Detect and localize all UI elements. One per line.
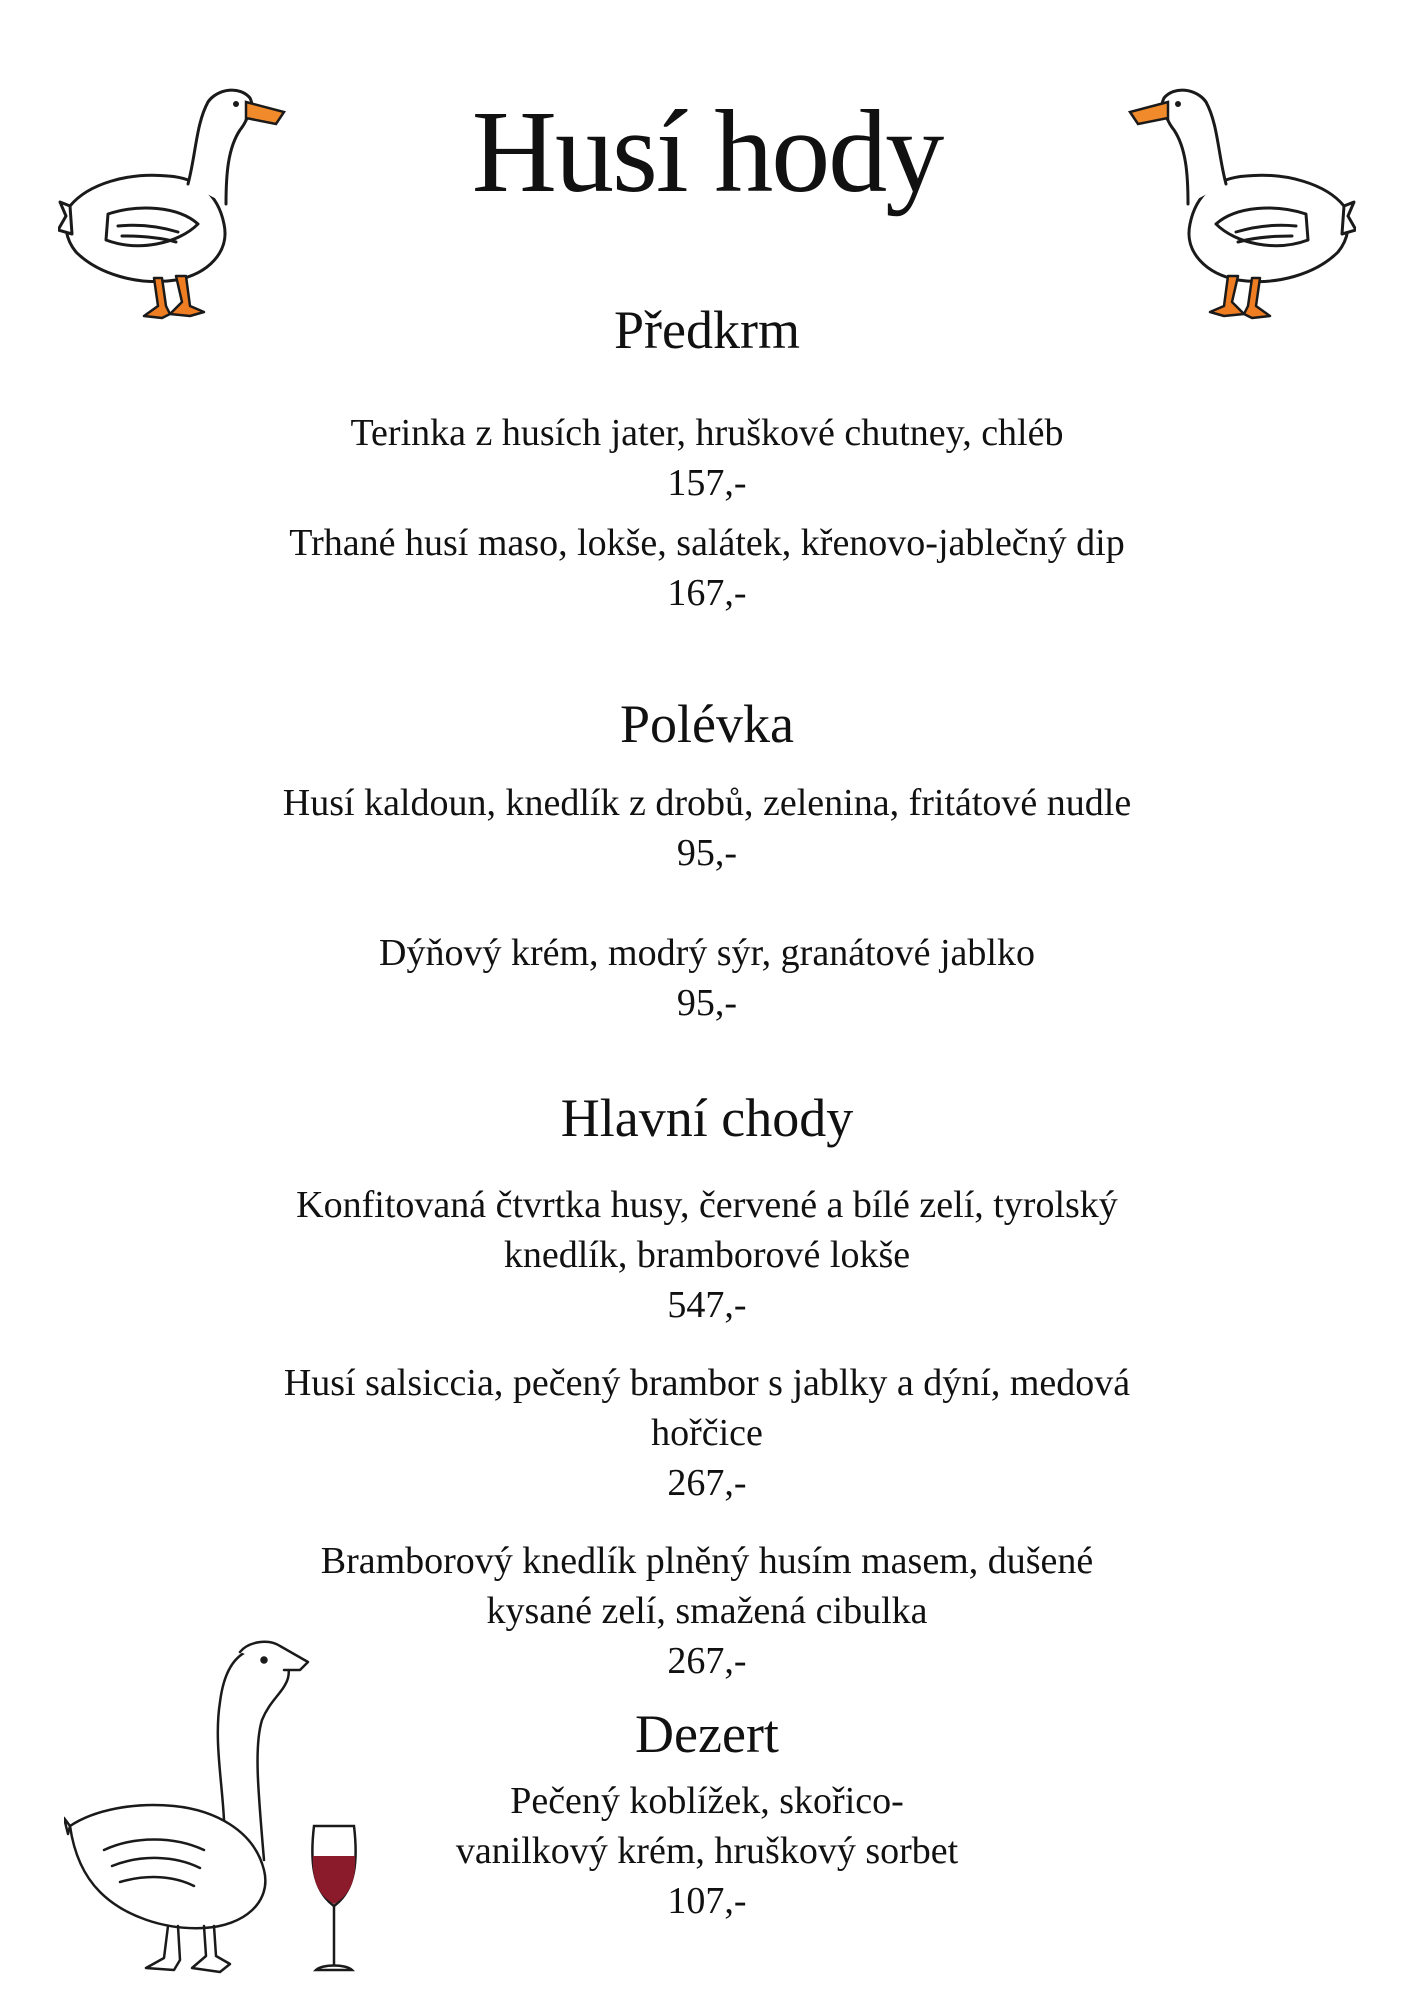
section-title-dezert: Dezert xyxy=(635,1704,779,1764)
item-name: Husí kaldoun, knedlík z drobů, zelenina, fritátové nudle xyxy=(282,782,1132,824)
menu-item xyxy=(207,778,1207,878)
item-price: 95,- xyxy=(676,832,738,874)
item-price: 267,- xyxy=(667,1462,747,1504)
section-title-hlavni-chody: Hlavní chody xyxy=(560,1088,854,1148)
item-name: Bramborový knedlík plněný husím masem, dušené kysané zelí, smažená cibulka xyxy=(320,1540,1094,1632)
goose-outline-icon xyxy=(64,1630,314,1980)
item-name: Husí salsiccia, pečený brambor s jablky a dýní, medová hořčice xyxy=(283,1362,1131,1454)
item-price: 167,- xyxy=(667,572,747,614)
item-name: Terinka z husích jater, hruškové chutney, chléb xyxy=(350,412,1064,454)
menu-item xyxy=(267,1180,1147,1330)
menu-item xyxy=(267,1358,1147,1508)
menu-item xyxy=(207,928,1207,1028)
item-price: 267,- xyxy=(667,1640,747,1682)
menu-item xyxy=(207,408,1207,508)
page-title: Husí hody xyxy=(471,86,943,217)
item-price: 107,- xyxy=(667,1880,747,1922)
goose-icon xyxy=(1126,84,1356,324)
goose-icon xyxy=(58,84,288,324)
item-price: 157,- xyxy=(667,462,747,504)
item-price: 547,- xyxy=(667,1284,747,1326)
item-name: Dýňový krém, modrý sýr, granátové jablko xyxy=(379,932,1035,974)
item-price: 95,- xyxy=(676,982,738,1024)
section-title-predkrm: Předkrm xyxy=(614,300,800,360)
item-name: Konfitovaná čtvrtka husy, červené a bílé zelí, tyrolský knedlík, bramborové lokše xyxy=(296,1184,1118,1276)
menu-item xyxy=(207,518,1207,618)
item-name: Trhané husí maso, lokše, salátek, křenovo-jablečný dip xyxy=(289,522,1125,564)
menu-item xyxy=(287,1536,1127,1686)
item-name: Pečený koblížek, skořico-vanilkový krém, hruškový sorbet xyxy=(455,1780,959,1872)
menu-item xyxy=(437,1776,977,1926)
section-title-polevka: Polévka xyxy=(620,694,794,754)
wine-glass-icon xyxy=(306,1820,362,1980)
